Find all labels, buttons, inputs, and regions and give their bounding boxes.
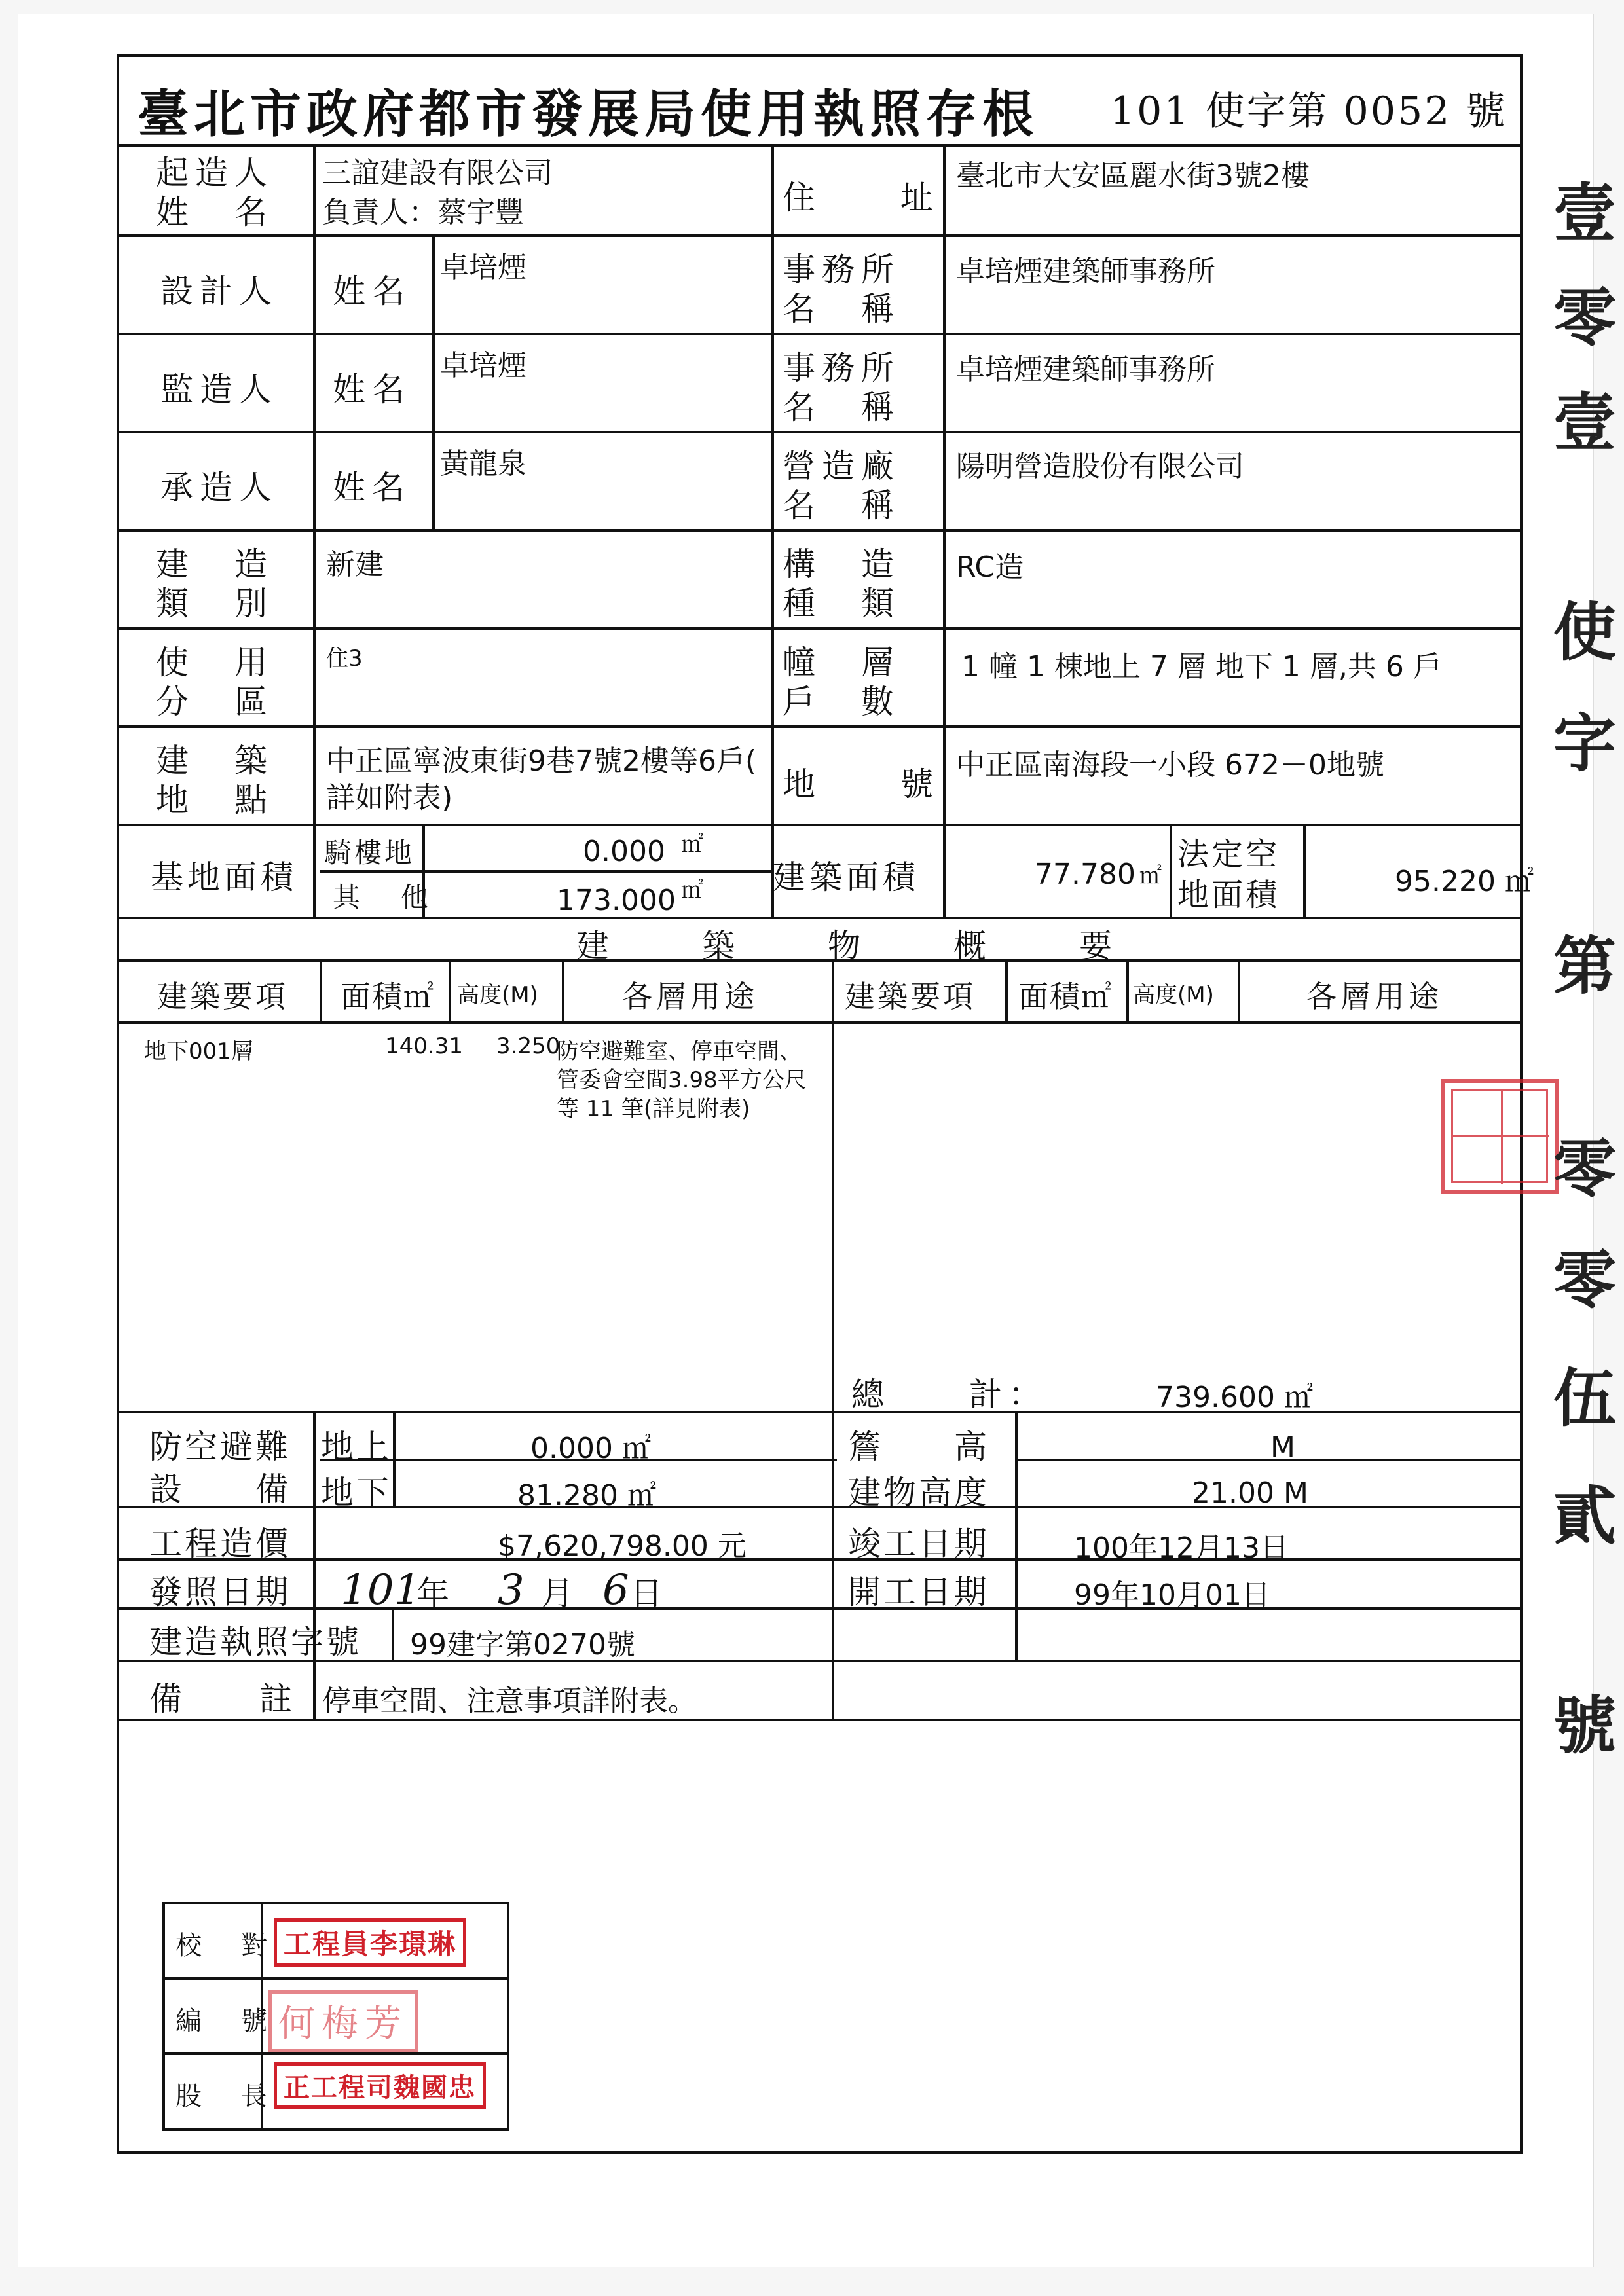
site-label-2: 地 點 [156,781,274,819]
designer-office-label-2: 名 稱 [783,290,900,328]
arcade-unit: ㎡ [681,831,703,858]
table-row-item: 地下001層 [144,1038,253,1065]
rule [117,431,1522,433]
owner-label: 起造人 [156,154,274,192]
side-char-3: 壹 [1553,386,1616,460]
rule [320,959,322,1021]
official-seal [1441,1079,1559,1194]
remarks-value: 停車空間、注意事項詳附表。 [322,1685,697,1718]
rule [117,627,1522,630]
rule [162,1977,509,1980]
issue-month-handwritten: 3 [498,1566,525,1614]
rule [117,234,1522,237]
arcade-value: 0.000 [583,835,665,868]
rule [117,333,1522,335]
completion-value: 100年12月13日 [1074,1531,1289,1565]
start-date-label: 開工日期 [848,1573,989,1611]
address-label: 住 址 [783,179,940,217]
floors-label: 幢 層 [783,644,900,682]
site-value-2: 詳如附表) [326,781,453,814]
other-unit: ㎡ [681,877,703,903]
cost-value: $7,620,798.00 元 [498,1529,747,1563]
zoning-label: 使 用 [156,644,274,682]
lot-label: 地 號 [783,765,940,803]
side-char-6: 第 [1553,929,1616,1003]
building-area-value: 77.780 [1035,858,1135,891]
other-label: 其 他 [333,881,435,913]
owner-label-2: 姓 名 [156,193,274,231]
zoning-value: 住3 [326,646,363,672]
owner-person: 負責人：蔡宇豐 [322,196,524,229]
total-label: 總 計： [851,1376,1048,1413]
col-height-right: 高度(M) [1133,982,1214,1008]
side-char-11: 號 [1553,1688,1616,1762]
structure-label: 構 造 [783,545,900,583]
side-char-2: 零 [1553,281,1616,355]
col-use-left: 各層用途 [622,979,758,1014]
shelter-below-value: 81.280 ㎡ [517,1479,656,1512]
table-row-height: 3.250 [496,1033,561,1059]
rule [313,144,316,917]
site-value: 中正區寧波東街9巷7號2樓等6戶( [326,744,757,778]
designer-office-label: 事務所 [783,251,900,289]
rule [392,1607,394,1660]
col-use-right: 各層用途 [1306,979,1443,1014]
rule [1015,1411,1018,1660]
issue-year-unit: 年 [416,1575,456,1613]
shelter-below-label: 地下 [321,1474,392,1512]
rule [1170,824,1172,917]
designer-name: 卓培煙 [440,251,526,284]
number-label: 編 號 [175,2006,274,2036]
floors-value: 1 幢 1 棟地上 7 層 地下 1 層,共 6 戶 [961,650,1442,683]
table-row-area: 140.31 [385,1033,463,1059]
col-height-left: 高度(M) [457,982,538,1008]
rule [117,824,1522,826]
rule [117,917,1522,919]
completion-label: 竣工日期 [848,1525,989,1563]
rule [117,1607,1522,1610]
supervisor-name-label: 姓名 [333,371,411,409]
eave-value: M [1270,1430,1295,1464]
license-label: 建造執照字號 [149,1623,361,1661]
rule [393,1411,396,1506]
open-space-label-2: 地面積 [1177,877,1280,913]
rule [117,725,1522,728]
issue-day-unit: 日 [630,1575,669,1613]
chief-label: 股 長 [175,2081,274,2111]
open-space-value: 95.220 ㎡ [1395,865,1534,898]
lot-value: 中正區南海段一小段 672－0地號 [956,748,1384,782]
license-value: 99建字第0270號 [410,1628,635,1662]
shelter-above-label: 地上 [321,1428,392,1466]
designer-label: 設計人 [160,272,278,310]
rule [562,959,564,1021]
rule [117,1558,1522,1561]
chief-stamp: 正工程司魏國忠 [274,2062,486,2109]
contractor-firm-label-2: 名 稱 [783,486,900,524]
table-row-use: 防空避難室、停車空間、 [557,1038,802,1065]
designer-office: 卓培煙建築師事務所 [956,255,1215,288]
side-char-8: 零 [1553,1243,1616,1317]
contractor-firm-label: 營造廠 [783,447,900,485]
col-item-left: 建築要項 [157,979,288,1014]
rule [449,959,451,1021]
rule [432,234,435,529]
shelter-label: 防空避難 [149,1428,291,1466]
rule [117,144,1522,147]
supervisor-name: 卓培煙 [440,349,526,382]
start-date-value: 99年10月01日 [1074,1578,1270,1612]
rule [117,1021,1522,1024]
base-area-label: 基地面積 [151,858,297,896]
overview-heading: 建 築 物 概 要 [576,927,1121,965]
col-item-right: 建築要項 [845,979,976,1014]
rule [943,144,946,917]
side-char-5: 字 [1553,706,1616,780]
structure-label-2: 種 類 [783,585,900,623]
remarks-label: 備 註 [149,1680,296,1718]
rule [832,959,834,1719]
table-row-use-3: 等 11 筆(詳見附表) [557,1096,750,1122]
col-area-left: 面積㎡ [341,979,435,1014]
cost-label: 工程造價 [149,1525,291,1563]
permit-number: 101 使字第 0052 號 [1110,88,1507,134]
site-label: 建 築 [156,742,274,780]
total-value: 739.600 ㎡ [1156,1381,1313,1414]
build-type-label-2: 類 別 [156,585,274,623]
contractor-name-label: 姓名 [333,469,411,507]
floors-label-2: 戶 數 [783,683,900,721]
contractor-name: 黃龍泉 [440,447,526,481]
owner-company: 三誼建設有限公司 [322,156,553,190]
issue-month-unit: 月 [541,1575,580,1613]
building-area-unit: ㎡ [1139,863,1162,889]
rule [1303,824,1306,917]
number-stamp: 何梅芳 [268,1990,418,2052]
building-height-label: 建物高度 [848,1474,989,1512]
table-row-use-2: 管委會空間3.98平方公尺 [557,1067,807,1093]
issue-year-handwritten: 101 [341,1566,421,1614]
rule [1005,959,1008,1021]
rule [771,144,774,917]
contractor-firm: 陽明營造股份有限公司 [956,450,1244,483]
contractor-label: 承造人 [160,469,278,507]
check-stamp: 工程員李璟琳 [274,1918,466,1967]
arcade-label: 騎樓地 [324,837,415,869]
rule [117,529,1522,532]
other-value: 173.000 [557,884,676,917]
side-char-4: 使 [1553,595,1616,669]
rule [1238,959,1240,1021]
building-area-label: 建築面積 [773,858,919,896]
document-title: 臺北市政府都市發展局使用執照存根 [138,84,1039,144]
side-char-7: 零 [1553,1132,1616,1206]
col-area-right: 面積㎡ [1018,979,1113,1014]
zoning-label-2: 分 區 [156,683,274,721]
open-space-label: 法定空 [1177,836,1280,873]
supervisor-label: 監造人 [160,371,278,409]
side-char-9: 伍 [1553,1361,1616,1435]
rule [162,2052,509,2055]
side-char-1: 壹 [1553,176,1616,250]
shelter-label-2: 設 備 [149,1470,291,1508]
owner-address: 臺北市大安區麗水街3號2樓 [956,159,1310,192]
rule [1015,1459,1522,1461]
build-type-value: 新建 [326,548,384,581]
building-height-value: 21.00 M [1192,1476,1308,1510]
designer-name-label: 姓名 [333,272,411,310]
build-type-label: 建 造 [156,545,274,583]
rule [313,1660,316,1719]
eave-label: 簷 高 [848,1428,989,1466]
issue-date-label: 發照日期 [149,1573,291,1611]
rule [1126,959,1129,1021]
supervisor-office-label-2: 名 稱 [783,388,900,426]
structure-value: RC造 [956,551,1024,584]
shelter-above-value: 0.000 ㎡ [530,1432,651,1465]
supervisor-office-label: 事務所 [783,349,900,387]
check-label: 校 對 [175,1931,274,1961]
side-char-10: 貳 [1553,1479,1616,1553]
issue-day-handwritten: 6 [602,1566,629,1614]
supervisor-office: 卓培煙建築師事務所 [956,353,1215,386]
